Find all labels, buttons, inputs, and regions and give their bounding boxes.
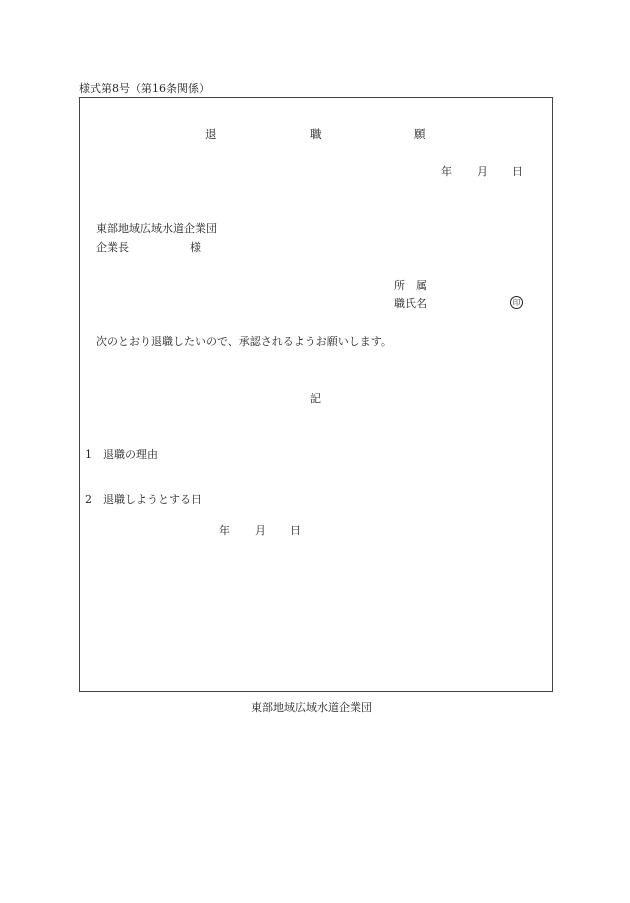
title-char-2: 職: [310, 127, 322, 141]
addressee-honorific: 様: [190, 241, 201, 254]
affiliation-label: 所 属: [394, 279, 427, 292]
date-year-label: 年: [441, 165, 452, 178]
date-day-label: 日: [512, 165, 523, 178]
name-label: 職氏名: [394, 297, 427, 310]
item-1-label: 退職の理由: [103, 448, 158, 461]
item-1-number: 1: [85, 448, 92, 461]
retire-year-label: 年: [219, 524, 230, 537]
seal-mark: 印: [510, 296, 523, 309]
form-number-label: 様式第8号（第16条関係）: [79, 82, 210, 95]
record-label: 記: [310, 392, 321, 405]
title-char-3: 願: [414, 127, 426, 141]
item-2-label: 退職しようとする日: [103, 493, 202, 506]
footer-organization: 東部地域広域水道企業団: [251, 701, 372, 714]
date-month-label: 月: [477, 165, 488, 178]
item-2-number: 2: [85, 493, 92, 506]
request-text: 次のとおり退職したいので、承認されるようお願いします。: [96, 335, 392, 348]
retire-day-label: 日: [290, 524, 301, 537]
retire-month-label: 月: [255, 524, 266, 537]
addressee-organization: 東部地域広域水道企業団: [96, 222, 217, 235]
title-char-1: 退: [205, 127, 217, 141]
addressee-title: 企業長: [96, 241, 129, 254]
